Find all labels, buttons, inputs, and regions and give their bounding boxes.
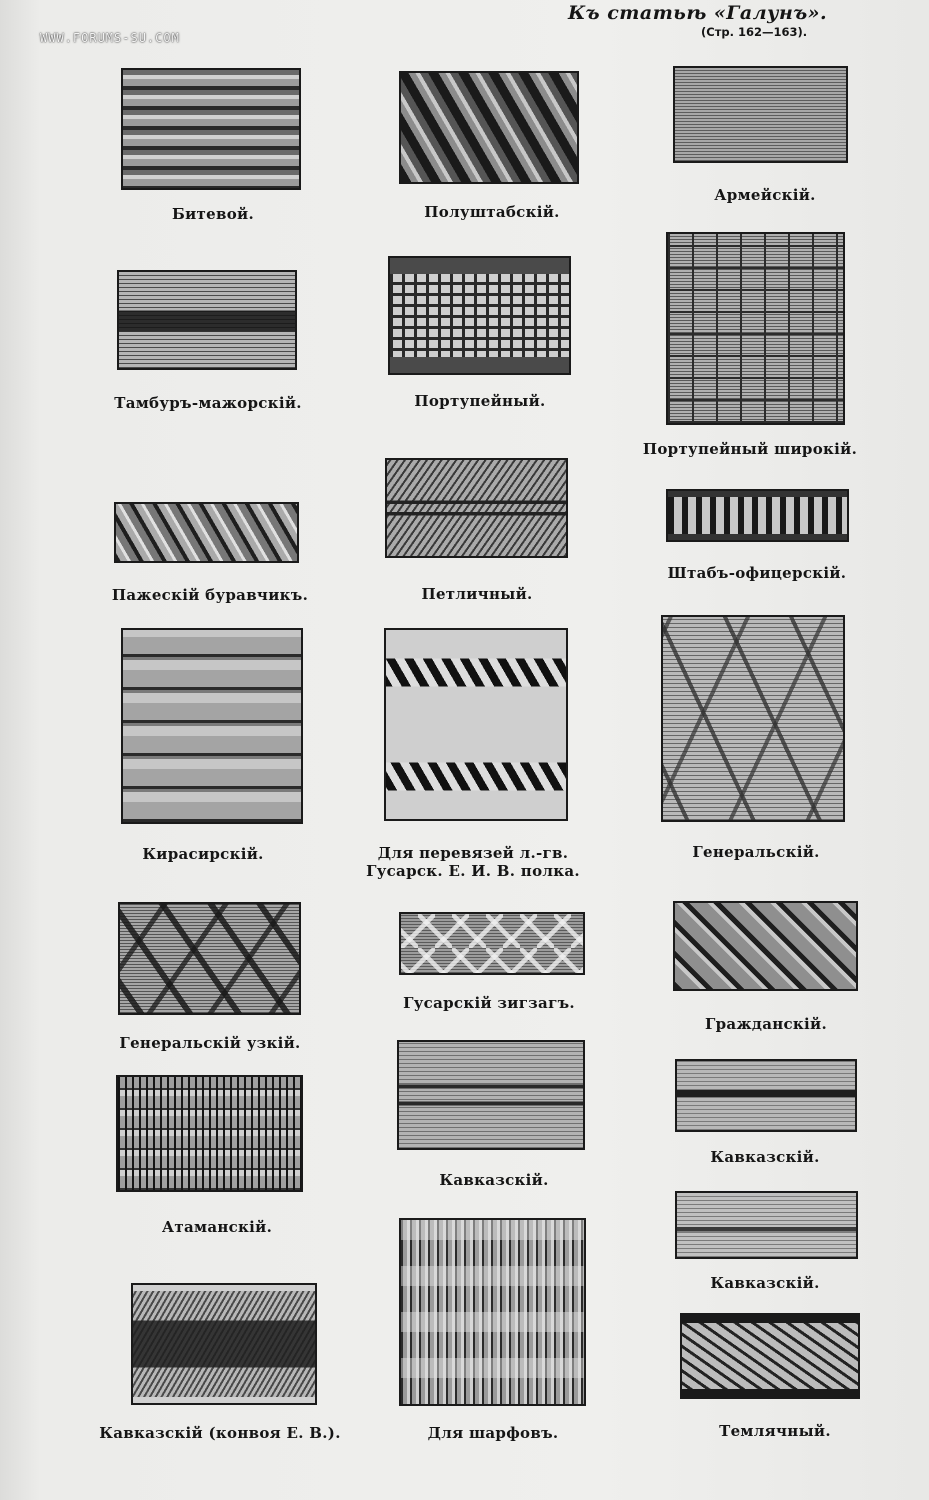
caption-pazhesky-buravchik: Пажескій буравчикъ. xyxy=(111,586,309,604)
caption-tambur-mazhorsky: Тамбуръ-мажорскій. xyxy=(114,394,302,412)
swatch-generalsky-uzky xyxy=(118,902,301,1015)
swatch-dlya-sharfov xyxy=(399,1218,586,1406)
swatch-tambur-mazhorsky xyxy=(117,270,297,370)
swatch-kavkazsky-2 xyxy=(675,1059,857,1132)
caption-polushtabsky: Полуштабскій. xyxy=(424,203,560,221)
header-title: Къ статьѣ «Галунъ». xyxy=(568,2,828,24)
caption-atamansky: Атаманскій. xyxy=(161,1218,273,1236)
swatch-kavkazsky-1 xyxy=(397,1040,585,1150)
caption-kavkazsky-konvoy: Кавказскій (конвоя Е. В.). xyxy=(99,1424,341,1442)
swatch-petlichny xyxy=(385,458,568,558)
caption-petlichny: Петличный. xyxy=(421,585,533,603)
swatch-gusarsky-zigzag xyxy=(399,912,585,975)
caption-kirasirsky: Кирасирскій. xyxy=(142,845,264,863)
caption-temlyachny: Темлячный. xyxy=(719,1422,831,1440)
caption-hussar-perevyaz-line1: Для перевязей л.-гв. xyxy=(377,844,569,862)
caption-generalsky: Генеральскій. xyxy=(692,843,820,861)
swatch-atamansky xyxy=(116,1075,303,1192)
caption-generalsky-uzky: Генеральскій узкій. xyxy=(119,1034,301,1052)
swatch-generalsky xyxy=(661,615,845,822)
swatch-kavkazsky-3 xyxy=(675,1191,858,1259)
swatch-portupeyny-shiroky xyxy=(666,232,845,425)
swatch-grazhdansky xyxy=(673,901,858,991)
caption-portupeyny-shiroky: Портупейный широкій. xyxy=(642,440,858,458)
caption-kavkazsky-1: Кавказскій. xyxy=(439,1171,549,1189)
caption-bitevoy: Битевой. xyxy=(172,205,254,223)
swatch-bitevoy xyxy=(121,68,301,190)
caption-armeysky: Армейскій. xyxy=(714,186,816,204)
swatch-temlyachny xyxy=(680,1313,860,1399)
caption-gusarsky-zigzag: Гусарскій зигзагъ. xyxy=(403,994,575,1012)
swatch-polushtabsky xyxy=(399,71,579,184)
header-pages: (Стр. 162—163). xyxy=(701,25,808,39)
caption-dlya-sharfov: Для шарфовъ. xyxy=(427,1424,559,1442)
caption-portupeyny: Портупейный. xyxy=(414,392,546,410)
swatch-pazhesky-buravchik xyxy=(114,502,299,563)
swatch-kirasirsky xyxy=(121,628,303,824)
swatch-shtab-ofitsersky xyxy=(666,489,849,542)
caption-grazhdansky: Гражданскій. xyxy=(704,1015,828,1033)
swatch-hussar-perevyaz xyxy=(384,628,568,821)
watermark: WWW.FORUMS-SU.COM xyxy=(40,31,180,45)
swatch-portupeyny xyxy=(388,256,571,375)
caption-hussar-perevyaz-line2: Гусарск. Е. И. В. полка. xyxy=(366,862,580,880)
caption-kavkazsky-2: Кавказскій. xyxy=(710,1148,820,1166)
caption-kavkazsky-3: Кавказскій. xyxy=(710,1274,820,1292)
swatch-armeysky xyxy=(673,66,848,163)
caption-shtab-ofitsersky: Штабъ-офицерскій. xyxy=(667,564,847,582)
swatch-kavkazsky-konvoy xyxy=(131,1283,317,1405)
